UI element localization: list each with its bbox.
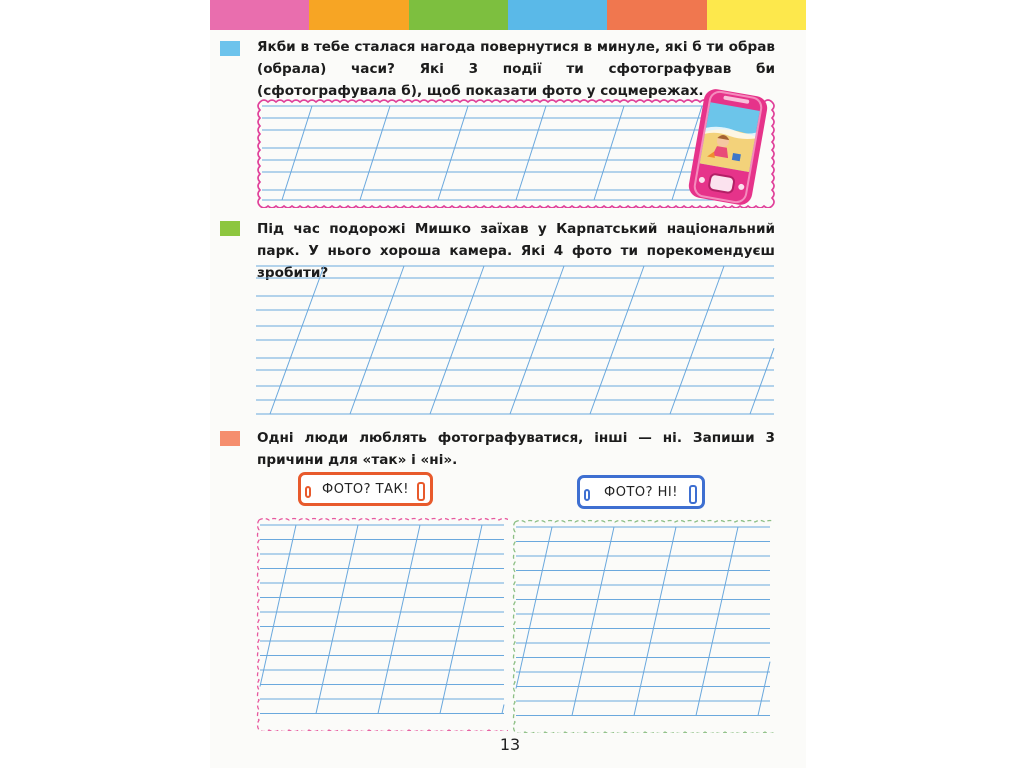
- task1-marker: [220, 41, 240, 56]
- photo-no-label: [577, 475, 705, 509]
- page-number: 13: [499, 735, 521, 754]
- strip-orange: [309, 0, 408, 30]
- phone-button-left: [584, 489, 590, 501]
- task2-text: Під час подорожі Мишко заїхав у Карпатський національний парк. У нього хороша камера. Які 4 фото ти порекомендуєш зробити?: [257, 221, 775, 281]
- phone-button-right: [689, 485, 697, 504]
- color-strip: [210, 0, 806, 30]
- strip-green: [409, 0, 508, 30]
- strip-yellow: [707, 0, 806, 30]
- strip-blue: [508, 0, 607, 30]
- task1-text: Якби в тебе сталася нагода повернутися в минуле, які б ти обрав (обрала) часи? Які 3 події ти сфотографував би (сфотографувала б), щоб показати фото у соцмережах.: [257, 39, 775, 99]
- child-on-beach-illustration: [700, 102, 760, 172]
- task3-yes-writing-area[interactable]: [256, 517, 508, 731]
- phone-button-left: [305, 486, 311, 498]
- photo-yes-label: [298, 472, 433, 506]
- workbook-page: [210, 0, 806, 768]
- task3-text: Одні люди люблять фотографуватися, інші — ні. Запиши 3 причини для «так» і «ні».: [257, 430, 775, 468]
- task2-marker: [220, 221, 240, 236]
- photo-no-text: ФОТО? НІ!: [604, 484, 678, 500]
- pink-smartphone-icon: [682, 86, 774, 208]
- strip-coral: [607, 0, 706, 30]
- strip-pink: [210, 0, 309, 30]
- task3-no-writing-area[interactable]: [512, 519, 774, 733]
- task2-writing-area[interactable]: [254, 262, 776, 422]
- phone-button-right: [417, 482, 425, 501]
- photo-yes-text: ФОТО? ТАК!: [322, 481, 409, 497]
- task3-marker: [220, 431, 240, 446]
